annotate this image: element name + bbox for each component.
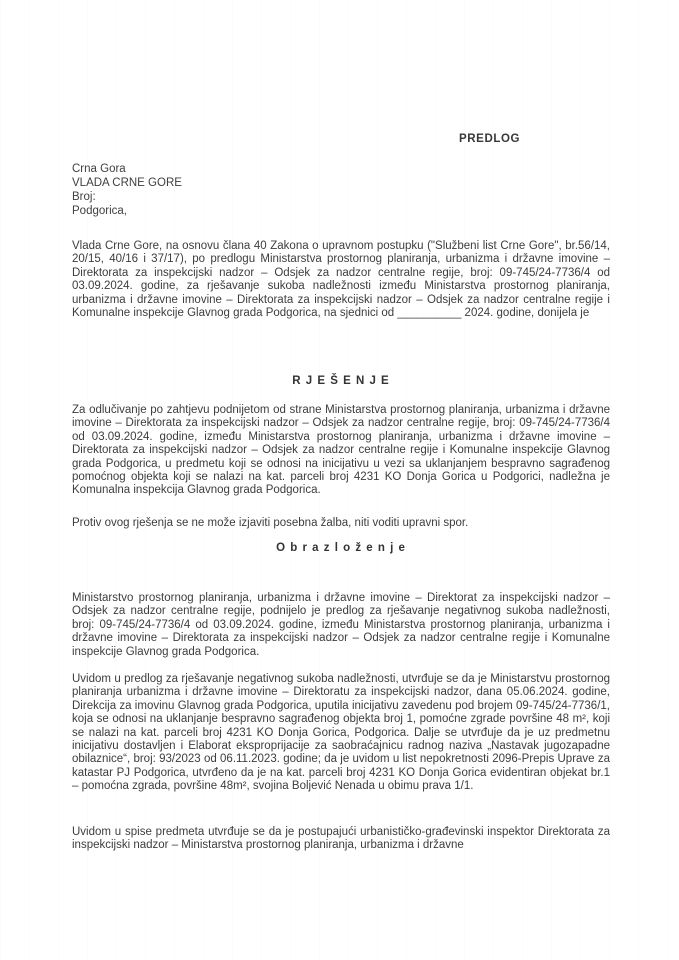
resolution-heading: R J E Š E N J E [292, 375, 390, 387]
explanation-paragraph-3: Uvidom u spise predmeta utvrđuje se da je postupajući urbanističko-građevinski inspektor Direktorata za inspekcijski nadzor – Ministarstva prostornog planiranja, urbanizma i državne [72, 826, 610, 852]
explanation-heading: O b r a z l o ž e n j e [276, 542, 406, 554]
document-status-tag: PREDLOG [459, 133, 521, 145]
appeal-paragraph: Protiv ovog rješenja se ne može izjaviti posebna žalba, niti voditi upravni spor. [72, 517, 469, 529]
letterhead-place: Podgorica, [72, 205, 127, 217]
letterhead-government: VLADA CRNE GORE [72, 177, 182, 189]
resolution-paragraph: Za odlučivanje po zahtjevu podnijetom od strane Ministarstva prostornog planiranja, urbanizma i državne imovine – Direktorata za inspekcijski nadzor – Odsjek za nadzor centralne regije, broj: 09-745/24-7736/4 od 03.09.2024. godine, između Ministarstva prostornog planiranja, urbanizma i državne imovine – Direktorata za inspekcijski nadzor – Odsjek za nadzor centralne regije i Komunalne inspekcije Glavnog grada Podgorica, u predmetu koji se odnosi na inicijativu u vezi sa uklanjanjem bespravno sagrađenog pomoćnog objekta koji se nalazi na kat. parceli broj 4231 KO Donja Gorica u Podgorici, nadležna je Komunalna inspekcija Glavnog grada Podgorica. [72, 404, 610, 497]
explanation-paragraph-2: Uvidom u predlog za rješavanje negativnog sukoba nadležnosti, utvrđuje se da je Ministarstvu prostornog planiranja urbanizma i državne imovine – Direktoratu za inspekcijski nadzor, dana 05.06.2024. godine, Direkcija za imovinu Glavnog grada Podgorica, uputila inicijativu zavedenu pod brojem 09-745/24-7736/1, koja se odnosi na uklanjanje bespravno sagrađenog objekta broj 1, pomoćne zgrade površine 48 m², koji se nalazi na kat. parceli broj 4231 KO Donja Gorica, Podgorica. Dalje se utvrđuje da je uz predmetnu inicijativu dostavljen i Elaborat eksproprijacije za saobraćajnicu radnog naziva „Nastavak jugozapadne obilaznice“, broj: 93/2023 od 06.11.2023. godine; da je uvidom u list nepokretnosti 2096-Prepis Uprave za katastar PJ Podgorica, utvrđeno da je na kat. parceli broj 4231 KO Donja Gorica evidentiran objekat br.1 – pomoćna zgrada, površine 48m², svojina Boljević Nenada u obimu prava 1/1. [72, 673, 610, 793]
intro-paragraph: Vlada Crne Gore, na osnovu člana 40 Zakona o upravnom postupku ("Službeni list Crne Gore", br.56/14, 20/15, 40/16 i 37/17), po predlogu Ministarstva prostornog planiranja, urbanizma i državne imovine – Direktorata za inspekcijski nadzor – Odsjek za nadzor centralne regije, broj: 09-745/24-7736/4 od 03.09.2024. godine, za rješavanje sukoba nadležnosti između Ministarstva prostornog planiranja, urbanizma i državne imovine – Direktorata za inspekcijski nadzor – Odsjek za nadzor centralne regije i Komunalne inspekcije Glavnog grada Podgorica, na sjednici od __________ 2024. godine, donijela je [72, 240, 610, 320]
letterhead-country: Crna Gora [72, 163, 126, 175]
explanation-paragraph-1: Ministarstvo prostornog planiranja, urbanizma i državne imovine – Direktorat za inspekcijski nadzor – Odsjek za nadzor centralne regije, podnijelo je predlog za rješavanje negativnog sukoba nadležnosti, broj: 09-745/24-7736/4 od 03.09.2024. godine, između Ministarstva prostornog planiranja, urbanizma i državne imovine – Direktorata za inspekcijski nadzor – Odsjek za nadzor centralne regije i Komunalne inspekcije Glavnog grada Podgorica. [72, 592, 610, 658]
letterhead [72, 162, 182, 218]
letterhead-number-label: Broj: [72, 191, 96, 203]
